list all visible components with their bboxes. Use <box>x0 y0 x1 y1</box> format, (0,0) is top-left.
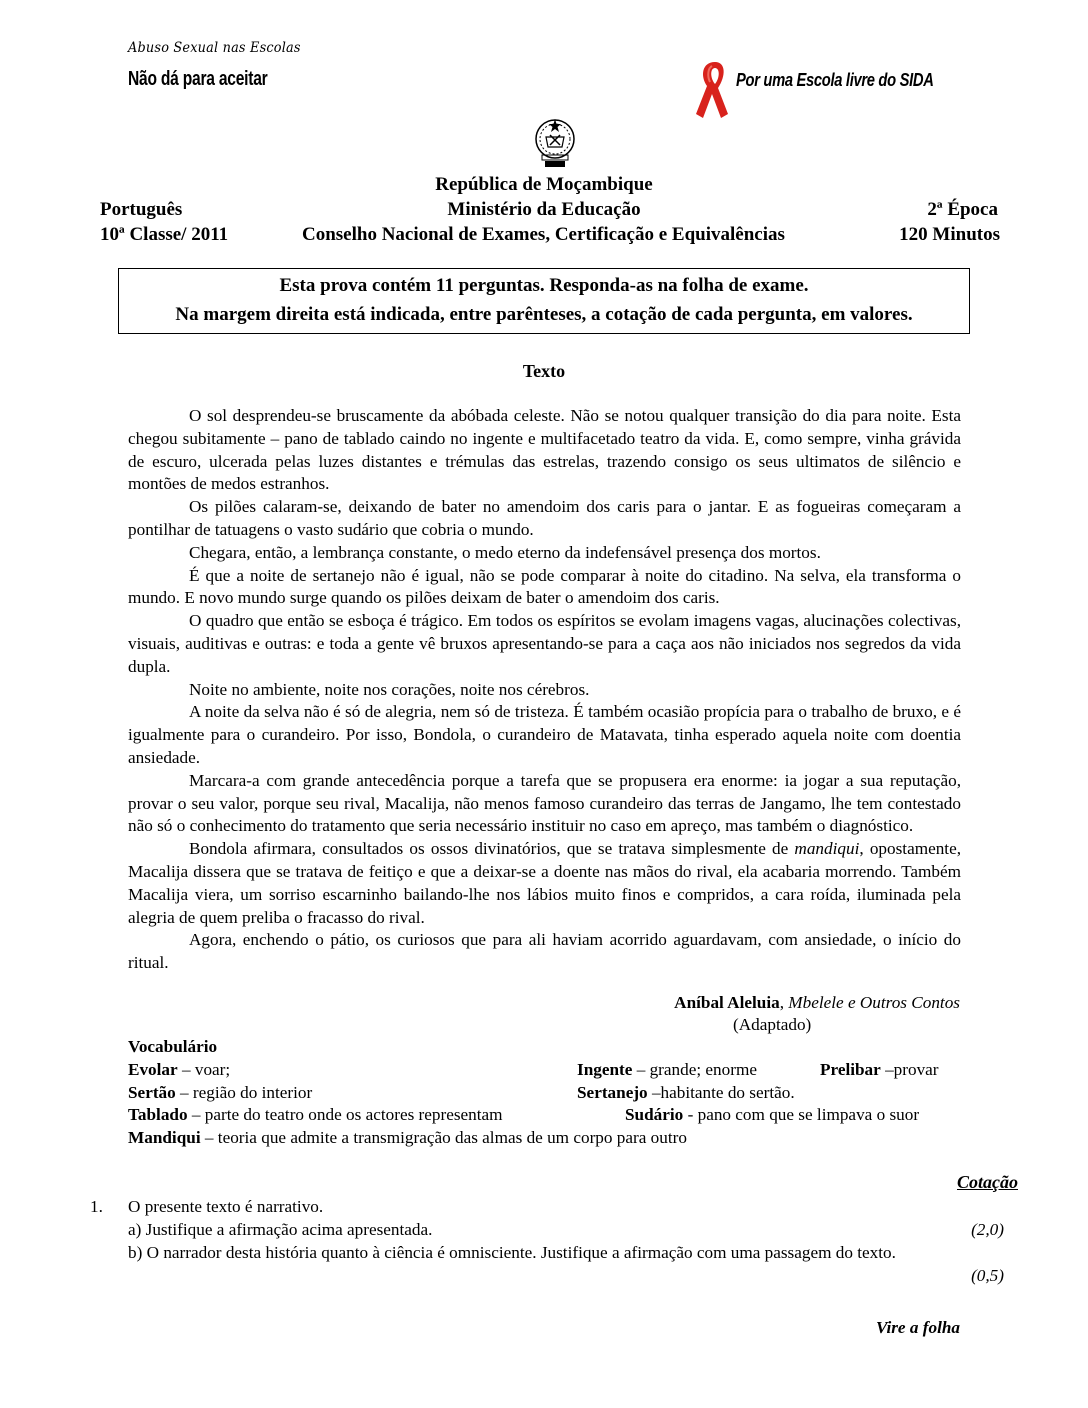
vocab-entry <box>128 1104 503 1127</box>
subject-label: Português <box>100 199 183 220</box>
score-column-header: Cotação <box>957 1172 1018 1192</box>
red-ribbon-icon <box>690 58 740 120</box>
credit-separator: , <box>779 993 789 1012</box>
turn-page-note: Vire a folha <box>875 1318 960 1337</box>
adapted-note: (Adaptado) <box>733 1015 812 1034</box>
instructions-line-1: Esta prova contém 11 perguntas. Responda-as na folha de exame. <box>279 275 809 296</box>
reading-passage <box>128 405 961 975</box>
vocab-entry <box>128 1127 687 1150</box>
vocabulary-section <box>128 1036 968 1150</box>
paragraph: Os pilões calaram-se, deixando de bater no amendoim dos caris para o jantar. E as fogueiras começaram a pontilhar de tatuagens o vasto sudário que cobria o mundo. <box>128 497 961 539</box>
duration-label: 120 Minutos <box>899 224 1000 245</box>
campaign-slogan: Não dá para aceitar <box>128 68 268 90</box>
paragraph: A noite da selva não é só de alegria, nem só de tristeza. É também ocasião propícia para o trabalho de bruxo, e é igualmente para o curandeiro. Por isso, Bondola, o curandeiro de Matavata, tinha esperado aquela noite com doentia ansiedade. <box>128 702 961 767</box>
vocab-def: – região do interior <box>175 1082 313 1102</box>
paragraph: É que a noite de sertanejo não é igual, não se pode comparar à noite do citadino. Na selva, ela transforma o mundo. E novo mundo surge quando os pilões deixam de bater o amendoim dos caris. <box>128 565 961 608</box>
paragraph: Marcara-a com grande antecedência porque a tarefa que se propusera era enorme: ia jogar a sua reputação, provar o seu valor, porque seu rival, Macalija, não menos famoso curandeiro das terras de Jangamo, lhe tem contestado não só o conhecimento do tratamento que seria necessário instituir no caso em apreço, mas também o diagnóstico. <box>128 770 961 836</box>
vocab-entry <box>128 1059 230 1082</box>
text-title: Texto <box>522 361 566 381</box>
vocab-term: Sertão <box>128 1082 176 1102</box>
class-year-label: 10ª Classe/ 2011 <box>100 224 229 245</box>
paragraph: Agora, enchendo o pátio, os curiosos que para ali haviam acorrido aguardavam, com ansiedade, o início do ritual. <box>128 930 961 973</box>
vocab-term: Sudário <box>625 1105 684 1125</box>
vocab-term: Evolar <box>128 1059 178 1079</box>
question-stem: O presente texto é narrativo. <box>128 1197 324 1216</box>
paragraph: Chegara, então, a lembrança constante, o medo eterno da indefensável presença dos mortos. <box>189 542 821 562</box>
sida-slogan: Por uma Escola livre do SIDA <box>736 70 934 90</box>
vocab-def: – grande; enorme <box>632 1059 757 1079</box>
book-title: Mbelele e Outros Contos <box>788 993 960 1012</box>
source-credit <box>674 992 960 1015</box>
country-heading: República de Moçambique <box>435 174 653 195</box>
vocab-entry <box>820 1059 939 1082</box>
vocab-term: Sertanejo <box>577 1082 648 1102</box>
paragraph: O quadro que então se esboça é trágico. Em todos os espíritos se evolam imagens vagas, alucinações colectivas, visuais, auditivas e outras: e toda a gente vê bruxos apresentando-se para a caça aos não iniciados nos segredos da vida dupla. <box>128 611 961 676</box>
vocab-def: – parte do teatro onde os actores representam <box>187 1105 503 1125</box>
vocab-entry <box>128 1082 312 1105</box>
vocab-term: Prelibar <box>820 1059 881 1079</box>
paragraph-text: Bondola afirmara, consultados os ossos divinatórios, que se tratava simplesmente de <box>189 839 795 859</box>
vocab-def: – voar; <box>177 1059 231 1079</box>
paragraph-text: , opostamente, Macalija dissera que se tratava de feitiço e que a deixar-se a doente nas mãos do rival, ela acabaria morrendo. Também Macalija viera, um sorriso escarninho bailando-lhe nos lábios muito finos e compridos, a cara roída, iluminada pela alegria de quem preliba o fracasso do rival. <box>128 839 961 927</box>
vocab-def: - pano com que se limpava o suor <box>683 1105 920 1125</box>
paragraph: Noite no ambiente, noite nos corações, noite nos cérebros. <box>189 679 590 699</box>
vocab-def: –habitante do sertão. <box>647 1082 795 1102</box>
vocab-term: Tablado <box>128 1105 188 1125</box>
season-label: 2ª Época <box>927 199 998 220</box>
vocab-def: –provar <box>880 1059 939 1079</box>
question-number: 1. <box>90 1197 103 1216</box>
vocab-entry <box>577 1059 757 1082</box>
vocab-term: Mandiqui <box>128 1128 201 1148</box>
question-part-a: a) Justifique a afirmação acima apresentada. <box>128 1219 433 1239</box>
vocab-def: – teoria que admite a transmigração das almas de um corpo para outro <box>200 1128 687 1148</box>
instructions-box <box>118 268 970 334</box>
score-part-b: (0,5) <box>971 1266 1004 1285</box>
author-name: Aníbal Aleluia <box>674 993 780 1012</box>
question-1 <box>128 1196 928 1264</box>
paragraph <box>128 838 961 929</box>
instructions-line-2: Na margem direita está indicada, entre parênteses, a cotação de cada pergunta, em valores. <box>175 304 913 325</box>
question-part-b: b) O narrador desta história quanto à ciência é omnisciente. Justifique a afirmação com uma passagem do texto. <box>128 1242 896 1262</box>
vocab-entry <box>577 1082 795 1105</box>
vocab-entry <box>625 1104 919 1127</box>
score-part-a: (2,0) <box>971 1220 1004 1239</box>
italic-term: mandiqui <box>794 839 860 859</box>
campaign-script-title: Abuso Sexual nas Escolas <box>128 40 301 56</box>
vocab-term: Ingente <box>577 1059 633 1079</box>
vocabulary-title: Vocabulário <box>128 1037 218 1056</box>
ministry-heading: Ministério da Educação <box>447 199 641 220</box>
council-heading: Conselho Nacional de Exames, Certificação e Equivalências <box>302 224 785 245</box>
coat-of-arms-icon <box>526 115 584 171</box>
paragraph: O sol desprendeu-se bruscamente da abóbada celeste. Não se notou qualquer transição do dia para noite. Esta chegou subitamente – pano de tablado caindo no ingente e multifacetado teatro da vida. E, como sempre, vinha grávida de escuro, ulcerada pelas luzes distantes e trémulas das estrelas, trazendo consigo os seus ultimatos de silêncio e montões de medos estranhos. <box>128 406 961 494</box>
